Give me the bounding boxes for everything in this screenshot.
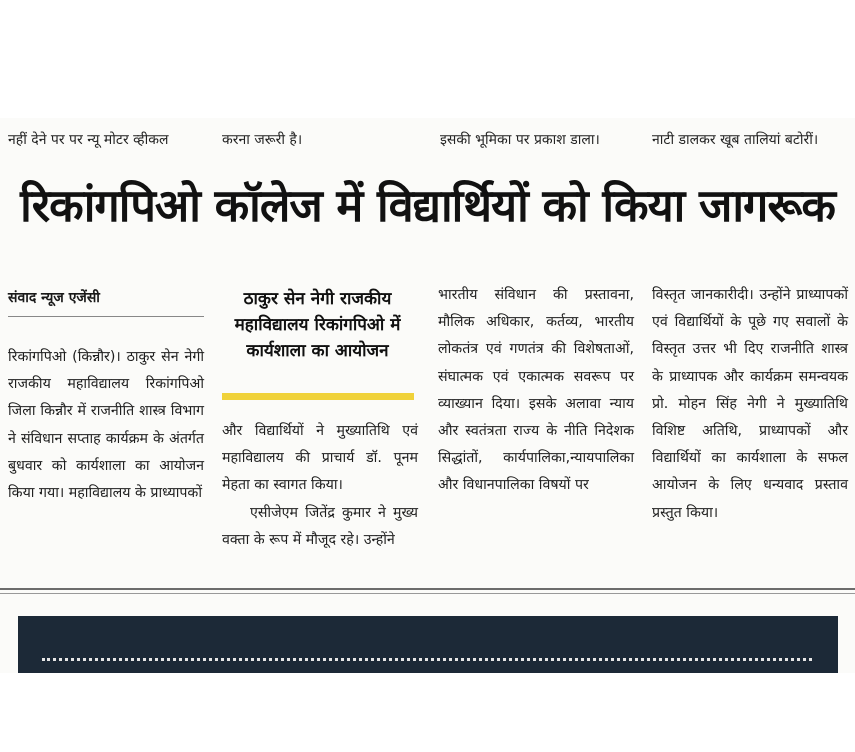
column-3-text: भारतीय संविधान की प्रस्तावना, मौलिक अधिकार, कर्तव्य, भारतीय लोकतंत्र एवं गणतंत्र की विशेषताओं, संघात्मक एवं एकात्मक सवरूप पर व्याख्यान दिया। इसके अलावा न्याय और स्वतंत्रता राज्य के नीति निदेशक सिद्धांतों, कार्यपालिका,न्यायपालिका और विधानपालिका विषयों पर [438, 287, 634, 494]
top-snippet-3: इसकी भूमिका पर प्रकाश डाला। [440, 132, 600, 148]
column-4-text: विस्तृत जानकारीदी। उन्होंने प्राध्यापकों एवं विद्यार्थियों के पूछे गए सवालों के विस्तृत उत्तर भी दिए राजनीति शास्त्र के प्राध्यापक और कार्यक्रम समन्वयक प्रो. मोहन सिंह नेगी ने मुख्यातिथि विशिष्ट अतिथि, प्राध्यापकों और विद्यार्थियों का कार्यशाला के सफल आयोजन के लिए धन्यवाद प्रस्ताव प्रस्तुत किया। [652, 287, 848, 521]
headline: रिकांगपिओ कॉलेज में विद्यार्थियों को किया जागरूक [20, 179, 835, 232]
article-column-1 [8, 344, 204, 507]
top-snippet-4: नाटी डालकर खूब तालियां बटोरीं। [652, 132, 819, 148]
article-column-3 [438, 282, 634, 500]
previous-article-strip [0, 128, 855, 154]
sub-headline-line-2: महाविद्यालय रिकांगपिओ में [234, 315, 401, 335]
sub-headline-line-1: ठाकुर सेन नेगी राजकीय [243, 289, 392, 309]
column-2-paragraph-2: एसीजेएम जितेंद्र कुमार ने मुख्य वक्ता के रूप में मौजूद रहे। उन्होंने [222, 504, 418, 548]
sub-headline [215, 286, 420, 364]
sub-headline-line-3: कार्यशाला का आयोजन [246, 341, 389, 361]
column-2-paragraph-1: और विद्यार्थियों ने मुख्यातिथि एवं महाविद्यालय की प्राचार्य डॉ. पूनम मेहता का स्वागत किया। [222, 423, 418, 494]
column-1-text: रिकांगपिओ (किन्नौर)। ठाकुर सेन नेगी राजकीय महाविद्यालय रिकांगपिओ जिला किन्नौर में राजनीति शास्त्र विभाग ने संविधान सप्ताह कार्यक्रम के अंतर्गत बुधवार को कार्यशाला का आयोजन किया गया। महाविद्यालय के प्राध्यापकों [8, 349, 204, 502]
byline: संवाद न्यूज एजेंसी [8, 290, 100, 306]
article-column-4 [652, 282, 848, 527]
sub-headline-highlight-bar [222, 393, 414, 400]
bottom-divider-thin [0, 593, 855, 594]
newspaper-clipping [0, 118, 855, 673]
top-snippet-2: करना जरूरी है। [222, 132, 303, 148]
article-column-2 [222, 418, 418, 554]
byline-divider [8, 316, 204, 317]
top-snippet-1: नहीं देने पर पर न्यू मोटर व्हीकल [8, 132, 169, 148]
bottom-divider [0, 588, 855, 590]
dotted-ornament [42, 658, 812, 665]
